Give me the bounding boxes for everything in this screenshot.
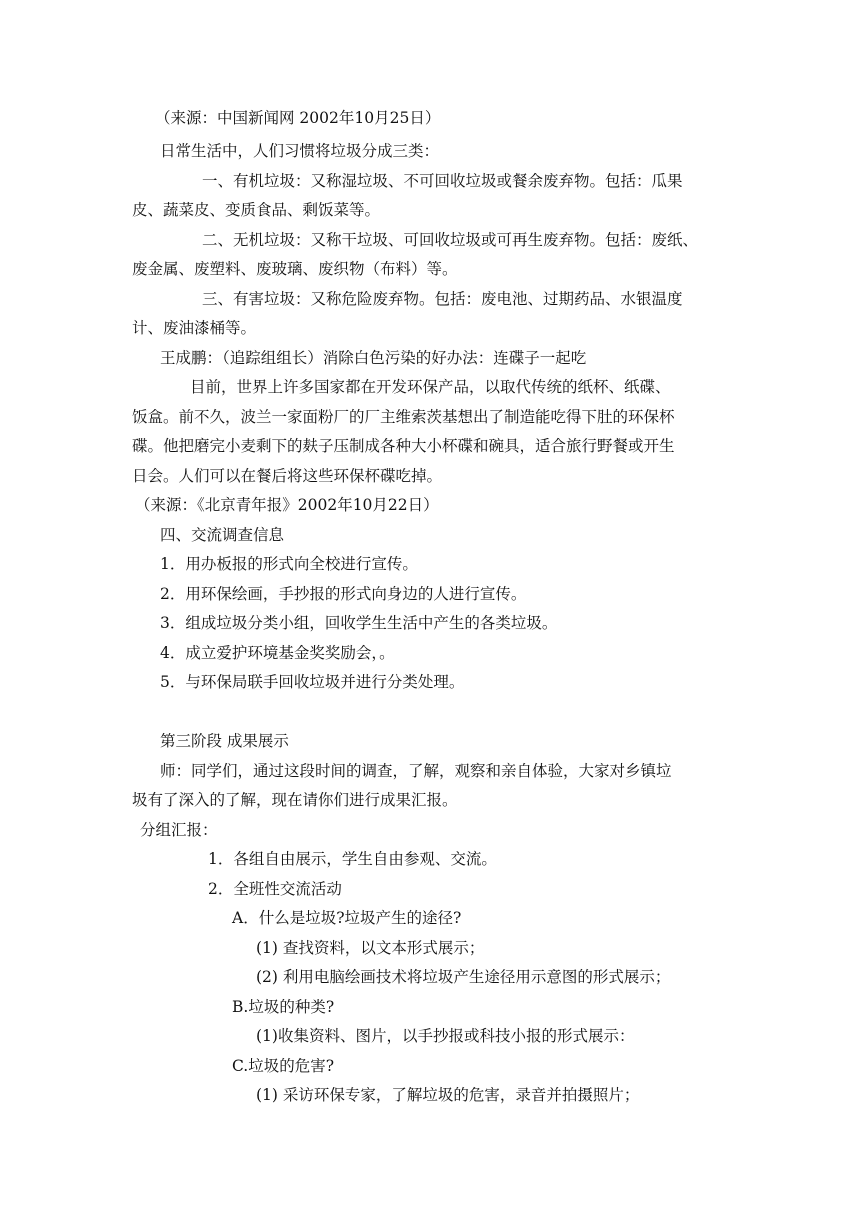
teacher-line-1: 师：同学们，通过这段时间的调查，了解，观察和亲自体验，大家对乡镇垃 — [160, 762, 672, 780]
source-note-2: （来源：《北京青年报》2002年10月22日） — [135, 496, 439, 514]
speaker-line: 王成鹏：（追踪组组长）消除白色污染的好办法：连碟子一起吃 — [160, 349, 587, 367]
list-item: 2．用环保绘画，手抄报的形式向身边的人进行宣传。 — [160, 585, 527, 603]
sub-item-a: A．什么是垃圾?垃圾产生的途径? — [232, 909, 462, 927]
inorganic-waste-line-2: 废金属、废塑料、废玻璃、废织物（布料）等。 — [132, 260, 458, 278]
article-line-3: 碟。他把磨完小麦剩下的麸子压制成各种大小杯碟和碗具，适合旅行野餐或开生 — [132, 437, 675, 455]
stage-heading: 第三阶段 成果展示 — [160, 732, 289, 750]
source-note-1: （来源：中国新闻网 2002年10月25日） — [155, 109, 441, 127]
sub-item-b-1: (1)收集资料、图片，以手抄报或科技小报的形式展示： — [256, 1027, 635, 1045]
report-item: 1．各组自由展示，学生自由参观、交流。 — [208, 850, 497, 868]
article-line-2: 饭盒。前不久，波兰一家面粉厂的厂主维索茨基想出了制造能吃得下肚的环保杯 — [132, 408, 675, 426]
hazardous-waste-line-1: 三、有害垃圾：又称危险废弃物。包括：废电池、过期药品、水银温度 — [202, 290, 683, 308]
article-line-4: 日会。人们可以在餐后将这些环保杯碟吃掉。 — [132, 467, 443, 485]
teacher-line-2: 圾有了深入的了解，现在请你们进行成果汇报。 — [132, 791, 458, 809]
list-item: 5．与环保局联手回收垃圾并进行分类处理。 — [160, 673, 465, 691]
sub-item-c-1: (1) 采访环保专家，了解垃圾的危害，录音并拍摄照片； — [256, 1086, 640, 1104]
sub-item-c: C.垃圾的危害? — [232, 1057, 335, 1075]
sub-item-a-1: (1) 查找资料，以文本形式展示； — [256, 939, 485, 957]
sub-item-b: B.垃圾的种类? — [232, 998, 335, 1016]
intro-line: 日常生活中，人们习惯将垃圾分成三类： — [160, 142, 440, 160]
article-line-1: 目前，世界上许多国家都在开发环保产品，以取代传统的纸杯、纸碟、 — [190, 378, 671, 396]
sub-item-a-2: (2) 利用电脑绘画技术将垃圾产生途径用示意图的形式展示； — [256, 968, 671, 986]
report-item: 2．全班性交流活动 — [208, 880, 342, 898]
section-heading-4: 四、交流调查信息 — [160, 526, 285, 544]
hazardous-waste-line-2: 计、废油漆桶等。 — [132, 319, 257, 337]
list-item: 1．用办板报的形式向全校进行宣传。 — [160, 555, 418, 573]
list-item: 3．组成垃圾分类小组，回收学生生活中产生的各类垃圾。 — [160, 614, 558, 632]
list-item: 4．成立爱护环境基金奖奖励会，。 — [160, 644, 395, 662]
inorganic-waste-line-1: 二、无机垃圾：又称干垃圾、可回收垃圾或可再生废弃物。包括：废纸、 — [202, 231, 699, 249]
group-report-heading: 分组汇报： — [140, 821, 218, 839]
organic-waste-line-2: 皮、蔬菜皮、变质食品、剩饭菜等。 — [132, 201, 381, 219]
organic-waste-line-1: 一、有机垃圾：又称湿垃圾、不可回收垃圾或餐余废弃物。包括：瓜果 — [202, 172, 683, 190]
